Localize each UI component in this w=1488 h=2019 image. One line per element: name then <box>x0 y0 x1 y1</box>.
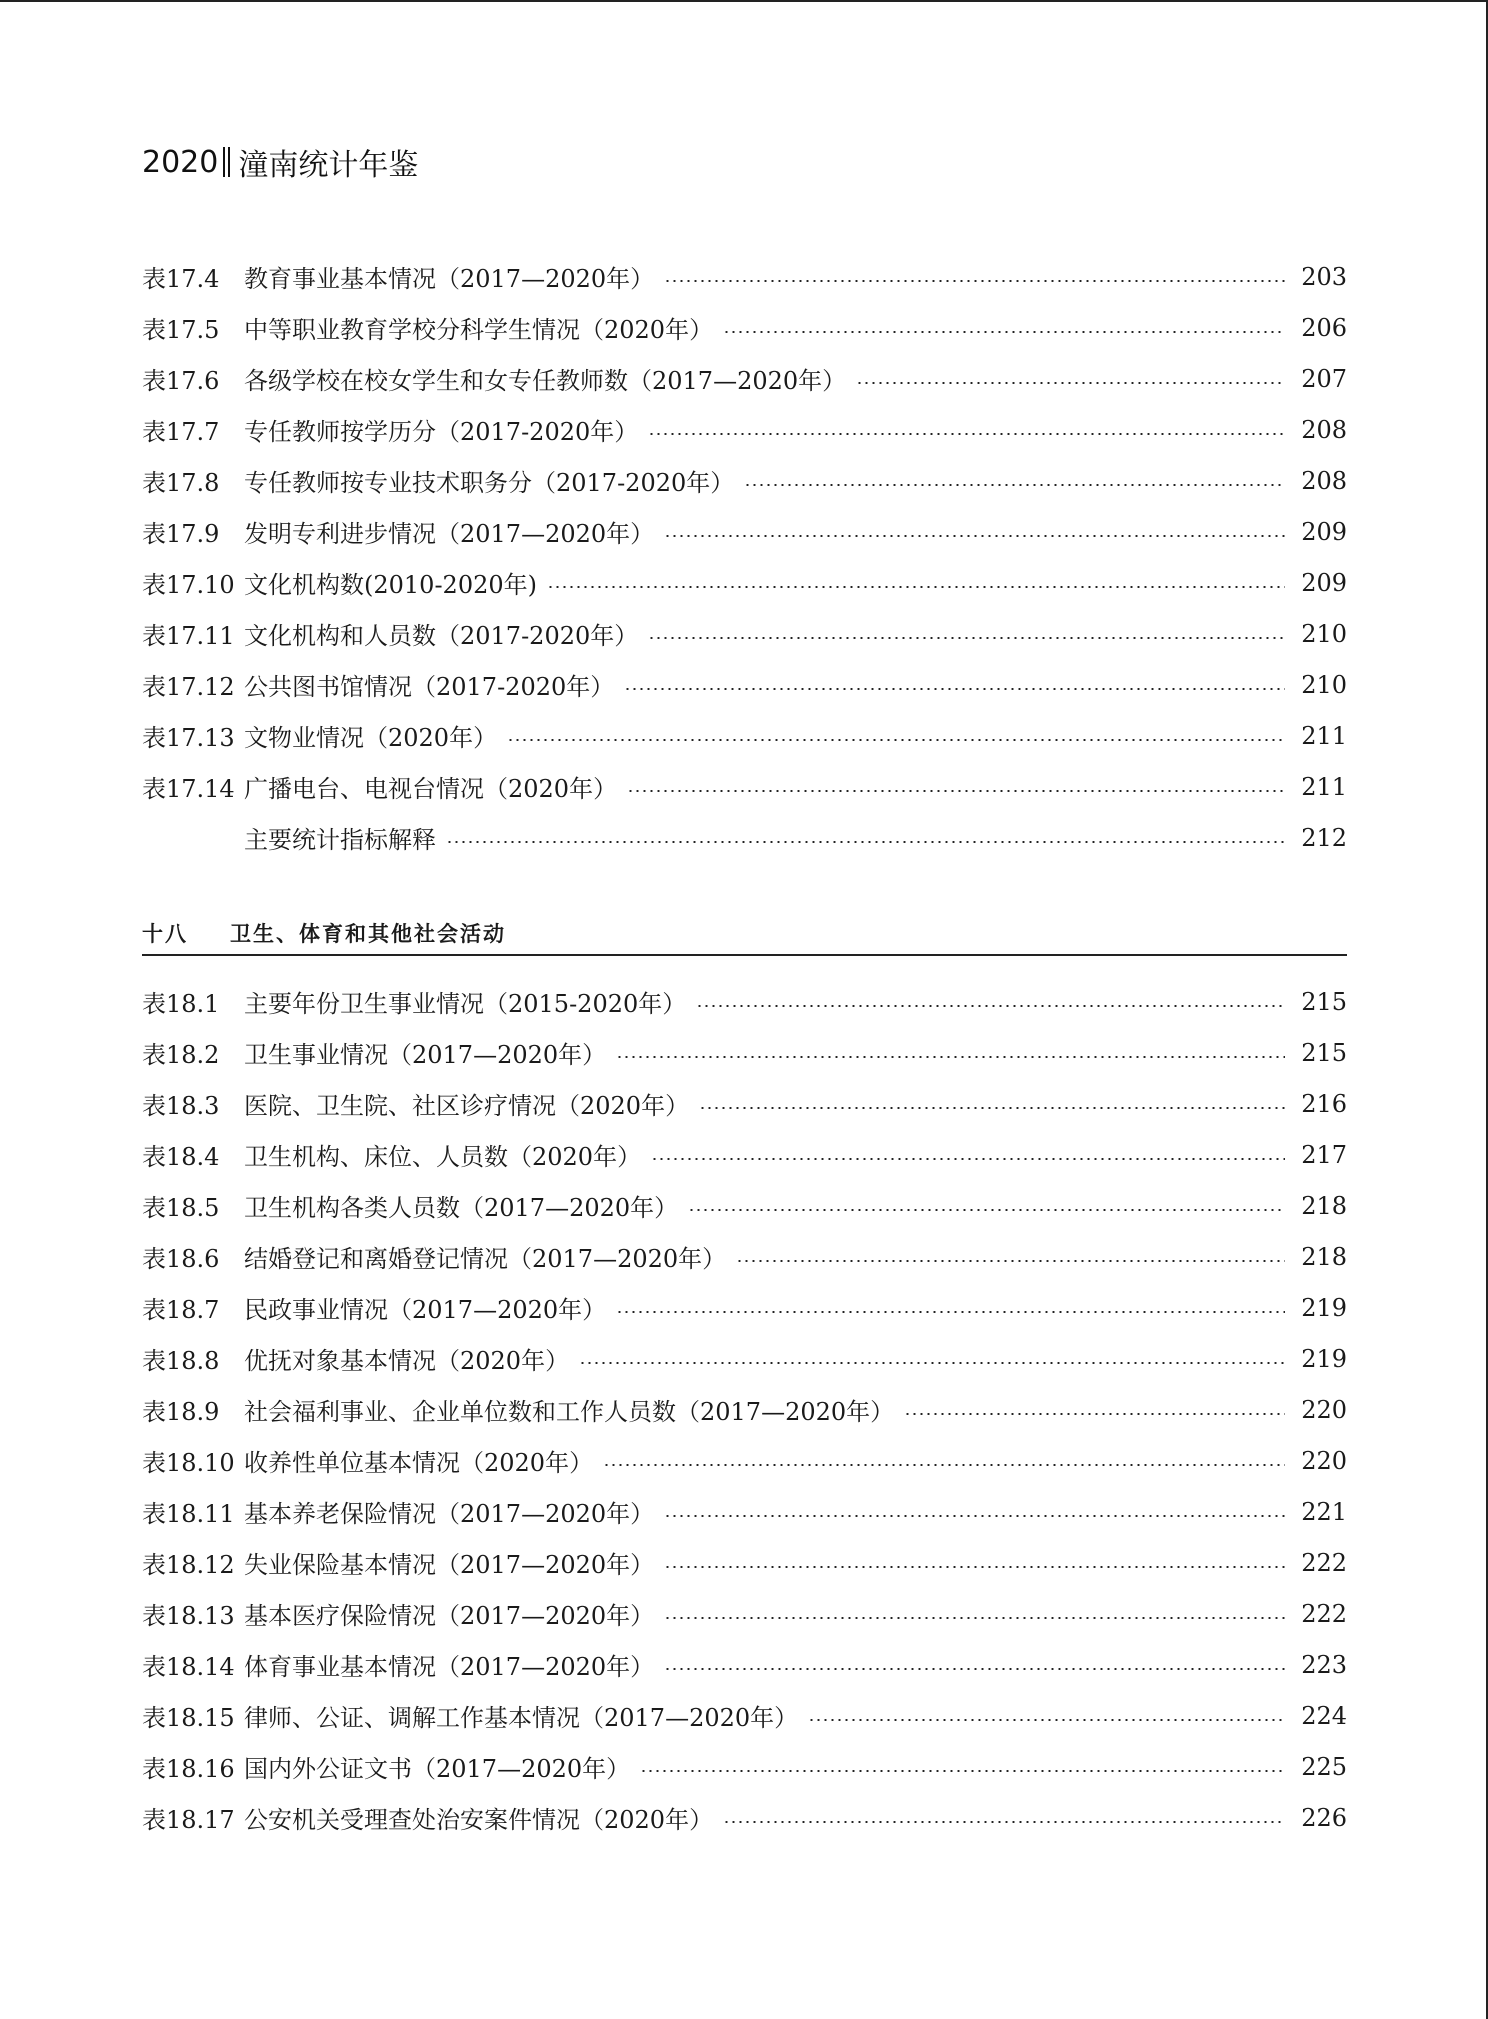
toc-entry[interactable] <box>142 976 1347 1027</box>
dot-leader <box>507 739 1285 741</box>
toc-entry[interactable] <box>142 302 1347 353</box>
toc-entry-page-number: 220 <box>1301 1395 1347 1424</box>
toc-entry-title: 公共图书馆情况（2017-2020年） <box>244 673 615 701</box>
toc-entry-code: 表18.7 <box>142 1296 220 1324</box>
toc-entry-page-number: 216 <box>1301 1089 1347 1118</box>
toc-entry-title: 中等职业教育学校分科学生情况（2020年） <box>244 316 714 344</box>
toc-entry-page-number: 221 <box>1301 1497 1347 1526</box>
dot-leader <box>664 1566 1285 1568</box>
toc-entry-page-number: 219 <box>1301 1293 1347 1322</box>
toc-entry-title: 广播电台、电视台情况（2020年） <box>244 775 618 803</box>
toc-entry-title: 收养性单位基本情况（2020年） <box>244 1449 594 1477</box>
dot-leader <box>651 1158 1285 1160</box>
dot-leader <box>736 1260 1285 1262</box>
toc-entry-title: 医院、卫生院、社区诊疗情况（2020年） <box>244 1092 690 1120</box>
dot-leader <box>664 535 1285 537</box>
section-heading-18 <box>142 912 1347 956</box>
dot-leader <box>664 280 1285 282</box>
dot-leader <box>664 1515 1285 1517</box>
toc-entry-title: 民政事业情况（2017—2020年） <box>244 1296 607 1324</box>
toc-entry-title: 公安机关受理查处治安案件情况（2020年） <box>244 1806 714 1834</box>
toc-entry[interactable] <box>142 761 1347 812</box>
header-book-title: 潼南统计年鉴 <box>238 148 419 183</box>
section-number: 十八 <box>142 922 188 946</box>
toc-entry-code: 表18.4 <box>142 1143 220 1171</box>
dot-leader <box>648 433 1285 435</box>
toc-entry-title: 主要年份卫生事业情况（2015-2020年） <box>244 990 687 1018</box>
dot-leader <box>723 331 1285 333</box>
toc-entry-code: 表17.9 <box>142 520 220 548</box>
toc-entry-code: 表18.8 <box>142 1347 220 1375</box>
toc-entry-page-number: 209 <box>1301 517 1347 546</box>
toc-entry-page-number: 224 <box>1301 1701 1347 1730</box>
toc-entry[interactable] <box>142 1078 1347 1129</box>
toc-entry-code: 表17.5 <box>142 316 220 344</box>
toc-entry-page-number: 215 <box>1301 1038 1347 1067</box>
toc-entry-page-number: 222 <box>1301 1548 1347 1577</box>
toc-entry-page-number: 218 <box>1301 1191 1347 1220</box>
toc-entry-code: 表18.1 <box>142 990 220 1018</box>
toc-entry-title: 失业保险基本情况（2017—2020年） <box>244 1551 655 1579</box>
toc-entry[interactable] <box>142 1588 1347 1639</box>
toc-entry-page-number: 211 <box>1301 721 1347 750</box>
dot-leader <box>547 586 1285 588</box>
dot-leader <box>696 1005 1285 1007</box>
toc-entry-title: 发明专利进步情况（2017—2020年） <box>244 520 655 548</box>
toc-entry[interactable] <box>142 1435 1347 1486</box>
toc-entry-page-number: 215 <box>1301 987 1347 1016</box>
dot-leader <box>808 1719 1285 1721</box>
toc-entry-code: 表18.2 <box>142 1041 220 1069</box>
dot-leader <box>627 790 1285 792</box>
toc-entry-code: 表17.10 <box>142 571 235 599</box>
dot-leader <box>723 1821 1285 1823</box>
toc-entry[interactable] <box>142 1180 1347 1231</box>
toc-entry-code: 表18.13 <box>142 1602 235 1630</box>
toc-entry[interactable] <box>142 1384 1347 1435</box>
toc-entry-page-number: 226 <box>1301 1803 1347 1832</box>
toc-entry-title: 基本养老保险情况（2017—2020年） <box>244 1500 655 1528</box>
toc-entry-code: 表17.4 <box>142 265 220 293</box>
toc-entry-code: 表18.6 <box>142 1245 220 1273</box>
dot-leader <box>664 1668 1285 1670</box>
dot-leader <box>648 637 1285 639</box>
toc-entry-code: 表18.16 <box>142 1755 235 1783</box>
toc-entry-code: 表18.5 <box>142 1194 220 1222</box>
toc-entry[interactable] <box>142 812 1347 863</box>
toc-entry-title: 国内外公证文书（2017—2020年） <box>244 1755 631 1783</box>
toc-entry-page-number: 206 <box>1301 313 1347 342</box>
dot-leader <box>640 1770 1285 1772</box>
toc-entry-code: 表18.3 <box>142 1092 220 1120</box>
toc-entry-page-number: 207 <box>1301 364 1347 393</box>
dot-leader <box>616 1056 1285 1058</box>
toc-entry-page-number: 210 <box>1301 670 1347 699</box>
toc-entry[interactable] <box>142 353 1347 404</box>
toc-entry-page-number: 222 <box>1301 1599 1347 1628</box>
toc-entry-page-number: 219 <box>1301 1344 1347 1373</box>
toc-entry[interactable] <box>142 1282 1347 1333</box>
toc-entry-page-number: 217 <box>1301 1140 1347 1169</box>
toc-entry-code: 表18.9 <box>142 1398 220 1426</box>
dot-leader <box>603 1464 1285 1466</box>
toc-entry-code: 表18.11 <box>142 1500 235 1528</box>
dot-leader <box>664 1617 1285 1619</box>
toc-entry[interactable] <box>142 659 1347 710</box>
toc-entry[interactable] <box>142 1792 1347 1843</box>
toc-entry-code: 表17.11 <box>142 622 235 650</box>
toc-entry-page-number: 218 <box>1301 1242 1347 1271</box>
toc-entry[interactable] <box>142 1639 1347 1690</box>
toc-entry-page-number: 210 <box>1301 619 1347 648</box>
toc-entry-title: 专任教师按学历分（2017-2020年） <box>244 418 639 446</box>
toc-entry-title: 卫生机构各类人员数（2017—2020年） <box>244 1194 679 1222</box>
dot-leader <box>688 1209 1285 1211</box>
dot-leader <box>744 484 1285 486</box>
toc-entry-title: 优抚对象基本情况（2020年） <box>244 1347 570 1375</box>
toc-entry[interactable] <box>142 1333 1347 1384</box>
dot-leader <box>856 382 1285 384</box>
header-separator <box>223 147 231 177</box>
section-title: 卫生、体育和其他社会活动 <box>230 922 506 946</box>
toc-entry-code: 表17.7 <box>142 418 220 446</box>
toc-entry[interactable] <box>142 506 1347 557</box>
toc-entry[interactable] <box>142 1537 1347 1588</box>
running-header <box>142 140 418 184</box>
toc-entry-code: 表17.13 <box>142 724 235 752</box>
toc-entry[interactable] <box>142 710 1347 761</box>
dot-leader <box>446 841 1285 843</box>
toc-entry[interactable] <box>142 1027 1347 1078</box>
toc-group-18 <box>142 976 1347 1843</box>
dot-leader <box>579 1362 1285 1364</box>
toc-entry-code: 表18.17 <box>142 1806 235 1834</box>
toc-entry[interactable] <box>142 404 1347 455</box>
header-year: 2020 <box>142 144 219 180</box>
toc-entry[interactable] <box>142 1129 1347 1180</box>
toc-entry-code: 表18.15 <box>142 1704 235 1732</box>
toc-group-17 <box>142 251 1347 863</box>
toc-entry-title: 文化机构和人员数（2017-2020年） <box>244 622 639 650</box>
toc-entry-code: 表17.14 <box>142 775 235 803</box>
dot-leader <box>904 1413 1285 1415</box>
toc-entry-code: 表18.12 <box>142 1551 235 1579</box>
toc-entry-title: 体育事业基本情况（2017—2020年） <box>244 1653 655 1681</box>
toc-entry-page-number: 211 <box>1301 772 1347 801</box>
toc-entry-title: 卫生事业情况（2017—2020年） <box>244 1041 607 1069</box>
toc-entry-title: 结婚登记和离婚登记情况（2017—2020年） <box>244 1245 727 1273</box>
dot-leader <box>616 1311 1285 1313</box>
toc-entry-code: 表17.12 <box>142 673 235 701</box>
toc-entry-page-number: 220 <box>1301 1446 1347 1475</box>
toc-entry-title: 教育事业基本情况（2017—2020年） <box>244 265 655 293</box>
toc-entry-code: 表18.14 <box>142 1653 235 1681</box>
page-top-border <box>0 0 1488 2</box>
toc-entry[interactable] <box>142 1231 1347 1282</box>
toc-entry-title: 专任教师按专业技术职务分（2017-2020年） <box>244 469 735 497</box>
toc-entry-title: 社会福利事业、企业单位数和工作人员数（2017—2020年） <box>244 1398 895 1426</box>
toc-entry-title: 基本医疗保险情况（2017—2020年） <box>244 1602 655 1630</box>
toc-entry[interactable] <box>142 557 1347 608</box>
toc-entry-page-number: 203 <box>1301 262 1347 291</box>
toc-entry-page-number: 208 <box>1301 415 1347 444</box>
toc-entry-title: 卫生机构、床位、人员数（2020年） <box>244 1143 642 1171</box>
dot-leader <box>624 688 1285 690</box>
toc-entry-page-number: 225 <box>1301 1752 1347 1781</box>
toc-entry-page-number: 212 <box>1301 823 1347 852</box>
toc-entry-code: 表17.6 <box>142 367 220 395</box>
toc-entry[interactable] <box>142 1690 1347 1741</box>
toc-entry-title: 各级学校在校女学生和女专任教师数（2017—2020年） <box>244 367 847 395</box>
toc-entry-code: 表18.10 <box>142 1449 235 1477</box>
toc-entry-page-number: 223 <box>1301 1650 1347 1679</box>
toc-entry[interactable] <box>142 608 1347 659</box>
toc-entry-page-number: 208 <box>1301 466 1347 495</box>
toc-entry[interactable] <box>142 1486 1347 1537</box>
toc-entry-page-number: 209 <box>1301 568 1347 597</box>
toc-entry[interactable] <box>142 455 1347 506</box>
toc-entry-title: 文物业情况（2020年） <box>244 724 498 752</box>
toc-entry-title: 律师、公证、调解工作基本情况（2017—2020年） <box>244 1704 799 1732</box>
toc-entry-title: 文化机构数(2010-2020年) <box>244 571 537 599</box>
toc-entry[interactable] <box>142 1741 1347 1792</box>
toc-entry-title: 主要统计指标解释 <box>244 826 436 854</box>
dot-leader <box>699 1107 1285 1109</box>
toc-entry[interactable] <box>142 251 1347 302</box>
toc-entry-code: 表17.8 <box>142 469 220 497</box>
